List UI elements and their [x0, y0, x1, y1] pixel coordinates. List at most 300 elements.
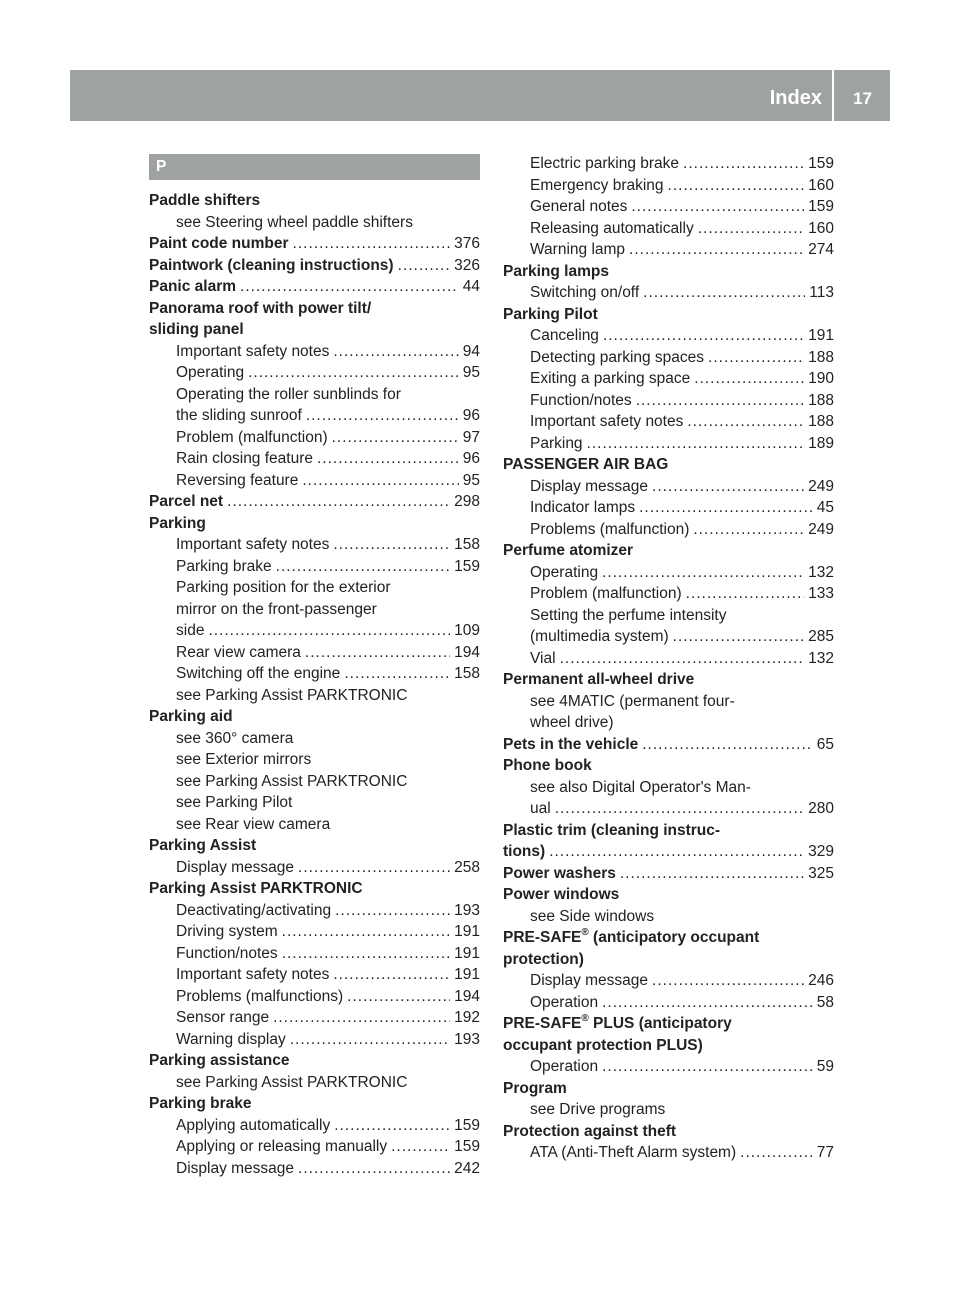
entry-label-rest: (anticipatory occupant	[588, 929, 760, 946]
page-reference: 94	[462, 342, 480, 360]
page-reference: 242	[454, 1159, 480, 1177]
dot-leader	[652, 476, 804, 498]
dot-leader	[332, 427, 459, 449]
entry-label: PASSENGER AIR BAG	[503, 456, 669, 473]
entry-label: Display message	[176, 858, 295, 876]
index-entry	[503, 949, 834, 971]
index-subentry	[149, 943, 480, 965]
index-entry	[149, 298, 480, 320]
entry-text	[149, 835, 256, 857]
entry-text	[176, 857, 294, 879]
entry-text	[176, 577, 391, 599]
entry-text	[503, 304, 598, 326]
dot-leader	[631, 196, 804, 218]
page-reference: 325	[808, 864, 834, 882]
dot-leader	[602, 562, 804, 584]
index-subentry	[149, 921, 480, 943]
dot-leader	[652, 970, 804, 992]
index-subentry	[149, 620, 480, 642]
entry-label: Sensor range	[176, 1009, 270, 1026]
index-subentry	[149, 427, 480, 449]
dot-leader	[639, 497, 813, 519]
index-subentry	[149, 728, 480, 750]
entry-label: Electric parking brake	[530, 155, 680, 172]
entry-label: Detecting parking spaces	[530, 348, 705, 366]
index-entry	[149, 878, 480, 900]
index-subentry	[149, 384, 480, 406]
index-subentry	[149, 405, 480, 427]
index-subentry	[503, 282, 834, 304]
index-subentry	[503, 196, 834, 218]
index-subentry	[149, 1029, 480, 1051]
entry-label: side	[176, 622, 205, 639]
entry-text	[149, 190, 260, 212]
index-entry	[149, 491, 480, 513]
entry-label: Vial	[530, 649, 556, 667]
entry-label: see Rear view camera	[176, 815, 331, 833]
dot-leader	[276, 556, 450, 578]
index-subentry	[503, 777, 834, 799]
entry-label: see Exterior mirrors	[176, 751, 312, 768]
index-entry	[503, 540, 834, 562]
dot-leader	[273, 1007, 450, 1029]
index-subentry	[503, 497, 834, 519]
index-subentry	[503, 390, 834, 412]
entry-text	[503, 261, 609, 283]
index-subentry	[503, 239, 834, 261]
index-entry	[149, 513, 480, 535]
dot-leader	[248, 362, 459, 384]
page-reference: 159	[808, 198, 834, 215]
index-entry	[503, 454, 834, 476]
page-reference: 77	[816, 1144, 834, 1161]
entry-label: see Parking Assist PARKTRONIC	[176, 772, 408, 790]
index-subentry	[503, 519, 834, 541]
entry-text	[176, 986, 343, 1008]
dot-leader	[693, 519, 804, 541]
dot-leader	[620, 863, 804, 885]
page-reference: 188	[808, 391, 834, 409]
page-reference: 376	[454, 235, 480, 252]
entry-label: sliding panel	[149, 321, 244, 338]
entry-label: Indicator lamps	[530, 499, 636, 516]
index-subentry	[149, 1158, 480, 1180]
dot-leader	[298, 1158, 450, 1180]
entry-label: mirror on the front-passenger	[176, 600, 377, 618]
dot-leader	[687, 411, 804, 433]
dot-leader	[643, 282, 805, 304]
entry-text	[530, 476, 648, 498]
entry-label: Parking brake	[176, 557, 272, 575]
index-entry	[503, 841, 834, 863]
dot-leader	[317, 448, 459, 470]
entry-text	[149, 1093, 252, 1115]
entry-text	[149, 298, 371, 320]
entry-text	[503, 949, 584, 971]
entry-label: Parking brake	[149, 1095, 252, 1112]
index-subentry	[149, 362, 480, 384]
index-entry	[503, 1035, 834, 1057]
index-entry	[149, 255, 480, 277]
index-subentry	[149, 1115, 480, 1137]
entry-text	[530, 153, 679, 175]
index-subentry	[149, 986, 480, 1008]
entry-label: PRE-SAFE	[503, 1015, 582, 1032]
entry-text	[176, 1007, 269, 1029]
dot-leader	[282, 921, 450, 943]
page-reference: 191	[454, 923, 480, 940]
entry-text	[530, 970, 648, 992]
entry-label: Reversing feature	[176, 471, 299, 489]
index-subentry	[503, 562, 834, 584]
dot-leader	[398, 255, 451, 277]
dot-leader	[740, 1142, 813, 1164]
entry-label: Parcel net	[149, 493, 224, 510]
dot-leader	[602, 992, 813, 1014]
index-subentry	[503, 1099, 834, 1121]
entry-label: see Parking Assist PARKTRONIC	[176, 1073, 408, 1091]
dot-leader	[282, 943, 450, 965]
page-reference: 191	[454, 966, 480, 983]
index-subentry	[149, 1072, 480, 1094]
entry-label: Parking position for the exterior	[176, 579, 391, 596]
dot-leader	[668, 175, 805, 197]
entry-label: Parking lamps	[503, 262, 609, 280]
page-reference: 109	[454, 622, 480, 639]
entry-label: Exiting a parking space	[530, 370, 691, 387]
entry-label: Parking assistance	[149, 1052, 290, 1069]
index-subentry	[149, 642, 480, 664]
dot-leader	[290, 1029, 450, 1051]
index-subentry	[149, 814, 480, 836]
dot-leader	[333, 534, 450, 556]
entry-text	[530, 777, 751, 799]
page-reference: 191	[454, 944, 480, 962]
page-reference: 194	[454, 643, 480, 661]
entry-label: Operating	[530, 563, 599, 581]
dot-leader	[344, 663, 450, 685]
entry-text	[503, 734, 638, 756]
index-subentry	[503, 411, 834, 433]
entry-text	[530, 347, 704, 369]
entry-text	[176, 1029, 286, 1051]
entry-label: see Steering wheel paddle shifters	[176, 213, 413, 231]
entry-text	[176, 900, 331, 922]
entry-label: see Drive programs	[530, 1101, 666, 1118]
page-header	[70, 70, 890, 121]
index-subentry	[149, 448, 480, 470]
entry-label-rest: PLUS (anticipatory	[588, 1015, 732, 1032]
entry-label: see 4MATIC (permanent four-	[530, 692, 735, 710]
dot-leader	[673, 626, 804, 648]
dot-leader	[208, 620, 450, 642]
page-reference: 280	[808, 800, 834, 817]
page-reference: 159	[454, 1116, 480, 1134]
index-subentry	[149, 771, 480, 793]
page-reference: 97	[462, 428, 480, 446]
entry-text	[503, 669, 694, 691]
entry-text	[530, 519, 689, 541]
entry-label: ual	[530, 800, 551, 817]
entry-text	[176, 685, 407, 707]
index-subentry	[503, 433, 834, 455]
index-subentry	[149, 599, 480, 621]
index-subentry	[149, 577, 480, 599]
index-subentry	[149, 212, 480, 234]
page-reference: 193	[454, 901, 480, 919]
index-subentry	[149, 556, 480, 578]
entry-text	[176, 556, 272, 578]
index-column-right	[503, 153, 834, 1164]
dot-leader	[642, 734, 813, 756]
index-column-left	[149, 154, 480, 1179]
index-subentry	[503, 712, 834, 734]
entry-label: Program	[503, 1079, 567, 1097]
dot-leader	[305, 642, 450, 664]
page-reference: 159	[454, 557, 480, 575]
entry-text	[503, 927, 759, 949]
entry-text	[176, 642, 301, 664]
entry-text	[530, 368, 690, 390]
dot-leader	[683, 153, 804, 175]
page-reference: 158	[454, 536, 480, 553]
entry-text	[503, 1078, 567, 1100]
page-reference: 59	[816, 1058, 834, 1075]
dot-leader	[347, 986, 450, 1008]
entry-label: Important safety notes	[176, 342, 330, 360]
entry-text	[530, 497, 635, 519]
entry-text	[503, 540, 633, 562]
dot-leader	[334, 1115, 450, 1137]
entry-label: Permanent all-wheel drive	[503, 671, 695, 688]
entry-text	[176, 470, 298, 492]
entry-label: Function/notes	[530, 391, 632, 409]
entry-text	[530, 605, 726, 627]
header-divider	[832, 70, 834, 121]
entry-label: occupant protection PLUS)	[503, 1036, 703, 1054]
index-subentry	[149, 1007, 480, 1029]
entry-label: PRE-SAFE	[503, 929, 582, 946]
entry-label: wheel drive)	[530, 714, 614, 731]
section-title: Index	[769, 87, 822, 109]
entry-label: Important safety notes	[176, 536, 330, 553]
index-entry	[149, 233, 480, 255]
index-entry	[503, 1013, 834, 1035]
entry-text	[176, 921, 278, 943]
dot-leader	[240, 276, 459, 298]
entry-label: Important safety notes	[530, 413, 684, 430]
entry-text	[176, 964, 329, 986]
dot-leader	[602, 1056, 813, 1078]
index-subentry	[503, 605, 834, 627]
entry-label: Operation	[530, 1058, 599, 1075]
entry-text	[530, 626, 669, 648]
dot-leader	[302, 470, 458, 492]
page-reference: 159	[808, 155, 834, 172]
page-reference: 258	[454, 858, 480, 876]
index-subentry	[503, 583, 834, 605]
entry-label: Problem (malfunction)	[176, 428, 328, 446]
entry-label: Operating the roller sunblinds for	[176, 385, 401, 403]
index-subentry	[149, 534, 480, 556]
index-subentry	[503, 992, 834, 1014]
page-reference: 188	[808, 348, 834, 366]
entry-label: Paintwork (cleaning instructions)	[149, 256, 394, 274]
entry-text	[176, 534, 329, 556]
page-reference: 96	[462, 407, 480, 424]
entry-text	[530, 433, 583, 455]
dot-leader	[549, 841, 804, 863]
page-reference: 133	[808, 585, 834, 602]
entry-text	[176, 1072, 407, 1094]
index-entry	[503, 261, 834, 283]
entry-label: Releasing automatically	[530, 219, 694, 237]
entry-text	[176, 792, 292, 814]
index-subentry	[503, 368, 834, 390]
page-reference: 326	[454, 256, 480, 274]
entry-label: Rear view camera	[176, 643, 301, 661]
index-subentry	[149, 900, 480, 922]
index-entry	[149, 1050, 480, 1072]
entry-text	[530, 1099, 665, 1121]
index-entry	[503, 927, 834, 949]
index-subentry	[503, 218, 834, 240]
entry-label: see Parking Pilot	[176, 794, 293, 811]
entry-label: Display message	[530, 477, 649, 495]
page-reference: 160	[808, 176, 834, 194]
index-entry	[149, 190, 480, 212]
dot-leader	[629, 239, 804, 261]
page-reference: 95	[462, 364, 480, 381]
entry-text	[530, 906, 654, 928]
dot-leader	[333, 341, 458, 363]
dot-leader	[603, 325, 804, 347]
index-subentry	[503, 626, 834, 648]
entry-text	[503, 454, 668, 476]
entry-text	[530, 691, 735, 713]
entry-text	[176, 599, 377, 621]
index-subentry	[149, 663, 480, 685]
registered-mark: ®	[581, 926, 589, 938]
index-letter-heading: P	[149, 154, 480, 180]
entry-text	[176, 427, 328, 449]
entry-label: Paddle shifters	[149, 192, 261, 209]
index-subentry	[503, 347, 834, 369]
entry-text	[176, 341, 329, 363]
entry-text	[176, 943, 278, 965]
entry-text	[176, 212, 413, 234]
index-subentry	[503, 906, 834, 928]
index-subentry	[503, 648, 834, 670]
entry-text	[530, 390, 632, 412]
index-subentry	[503, 1056, 834, 1078]
entry-label: see also Digital Operator's Man-	[530, 778, 751, 796]
page-reference: 194	[454, 987, 480, 1005]
index-subentry	[149, 685, 480, 707]
dot-leader	[335, 900, 450, 922]
entry-label: General notes	[530, 198, 628, 215]
page-reference: 274	[808, 241, 834, 258]
dot-leader	[560, 648, 805, 670]
entry-text	[530, 196, 627, 218]
entry-label: Paint code number	[149, 235, 289, 252]
page-reference: 65	[816, 735, 834, 753]
index-subentry	[149, 964, 480, 986]
entry-label: Deactivating/activating	[176, 901, 332, 919]
dot-leader	[391, 1136, 450, 1158]
entry-label: Rain closing feature	[176, 450, 313, 467]
page-reference: 96	[462, 450, 480, 467]
entry-text	[530, 325, 599, 347]
entry-text	[503, 1013, 732, 1035]
entry-label: Parking aid	[149, 708, 233, 725]
page-reference: 95	[462, 471, 480, 489]
entry-label: Switching off the engine	[176, 665, 341, 682]
entry-text	[176, 405, 302, 427]
entry-label: Applying or releasing manually	[176, 1138, 388, 1155]
entry-text	[503, 841, 545, 863]
entry-label: Parking Assist	[149, 837, 257, 854]
entry-text	[149, 233, 289, 255]
page-reference: 159	[454, 1138, 480, 1155]
dot-leader	[686, 583, 805, 605]
index-entry	[149, 276, 480, 298]
entry-label: Parking	[530, 434, 583, 452]
index-entry	[503, 734, 834, 756]
page-reference: 158	[454, 665, 480, 682]
index-entry	[149, 1093, 480, 1115]
page-reference: 188	[808, 413, 834, 430]
entry-label: Display message	[176, 1159, 295, 1177]
entry-label: Applying automatically	[176, 1116, 331, 1134]
entry-label: the sliding sunroof	[176, 407, 302, 424]
index-entry	[503, 755, 834, 777]
entry-label: Problems (malfunctions)	[176, 987, 344, 1005]
page-reference: 298	[454, 493, 480, 510]
entry-label: ATA (Anti-Theft Alarm system)	[530, 1144, 737, 1161]
entry-text	[530, 562, 598, 584]
index-entry	[503, 884, 834, 906]
entry-text	[149, 276, 236, 298]
index-subentry	[149, 749, 480, 771]
page-reference: 132	[808, 649, 834, 667]
entry-text	[149, 706, 233, 728]
entry-text	[176, 814, 330, 836]
entry-label: Setting the perfume intensity	[530, 606, 727, 624]
dot-leader	[636, 390, 804, 412]
index-entry	[149, 319, 480, 341]
page-reference: 249	[808, 477, 834, 495]
index-subentry	[149, 470, 480, 492]
index-subentry	[503, 1142, 834, 1164]
entry-label: Pets in the vehicle	[503, 735, 639, 753]
page-reference: 249	[808, 520, 834, 538]
entry-text	[530, 1056, 598, 1078]
entry-text	[176, 663, 340, 685]
entry-text	[503, 1121, 676, 1143]
entry-text	[530, 1142, 736, 1164]
entry-label: Perfume atomizer	[503, 542, 634, 559]
page-reference: 113	[809, 284, 834, 301]
page-reference: 246	[808, 972, 834, 989]
dot-leader	[293, 233, 451, 255]
page-reference: 58	[816, 993, 834, 1011]
index-entry	[149, 835, 480, 857]
entry-text	[530, 218, 694, 240]
entry-text	[530, 992, 598, 1014]
entry-text	[530, 239, 625, 261]
entry-text	[149, 255, 394, 277]
